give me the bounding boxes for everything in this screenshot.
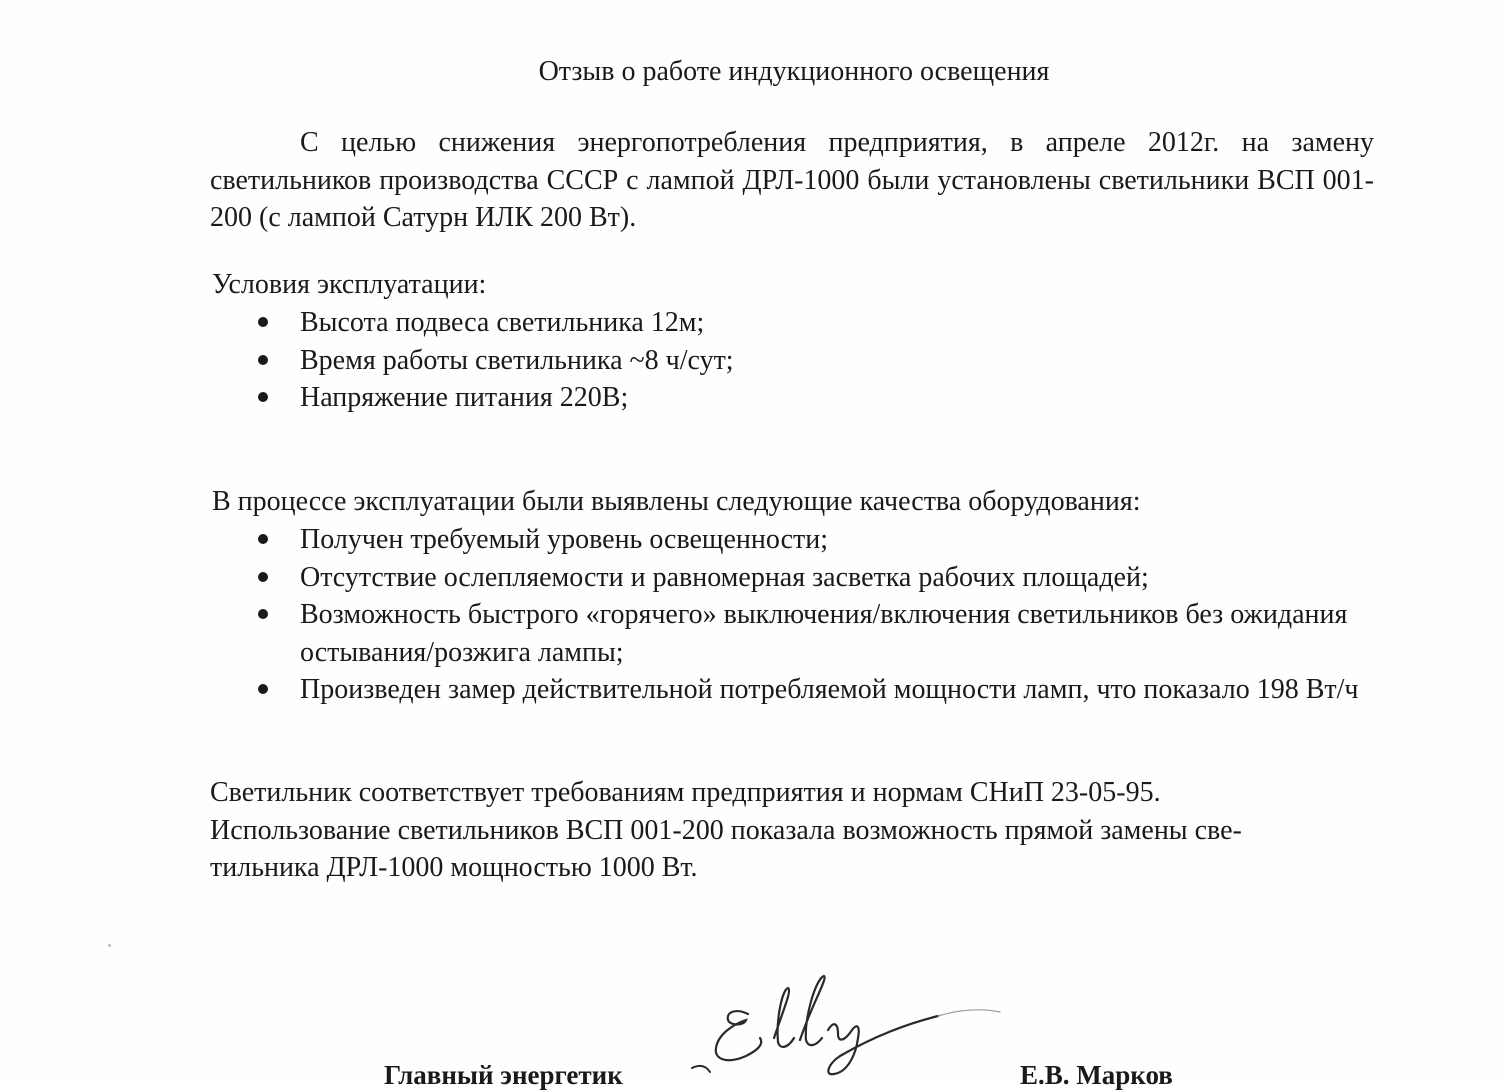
list-item bbox=[212, 304, 1372, 342]
scan-speck bbox=[108, 944, 111, 947]
intro-paragraph: С целью снижения энергопотребления предприятия, в апреле 2012г. на замену светильников производства СССР с лампой ДРЛ-1000 были установлены светильники ВСП 001-200 (с лампой Сатурн ИЛК 200 Вт). bbox=[210, 127, 1374, 233]
handwritten-signature bbox=[688, 968, 1008, 1080]
bullet-icon bbox=[258, 317, 268, 327]
conclusion-line: Светильник соответствует требованиям предприятия и нормам СНиП 23-05-95. bbox=[210, 777, 1161, 808]
list-item-text: Время работы светильника ~8 ч/сут; bbox=[300, 344, 734, 376]
list-item bbox=[212, 559, 1372, 597]
conditions-list bbox=[212, 304, 1372, 417]
bullet-icon bbox=[258, 534, 268, 544]
list-item bbox=[212, 596, 1372, 671]
list-item-text: Получен требуемый уровень освещенности; bbox=[300, 524, 829, 555]
qualities-list bbox=[212, 521, 1372, 709]
signer-name: Е.В. Марков bbox=[1020, 1060, 1173, 1090]
conditions-heading: Условия эксплуатации: bbox=[212, 269, 487, 300]
conclusion-paragraph bbox=[210, 774, 1355, 887]
bullet-icon bbox=[258, 609, 268, 619]
qualities-heading: В процессе эксплуатации были выявлены следующие качества оборудования: bbox=[212, 486, 1141, 517]
document-title: Отзыв о работе индукционного освещения bbox=[538, 56, 1050, 87]
list-item-text: Напряжение питания 220В; bbox=[300, 382, 629, 413]
conclusion-line: Использование светильников ВСП 001-200 показала возможность прямой замены све- bbox=[210, 814, 1242, 846]
bullet-icon bbox=[258, 684, 268, 694]
list-item-text: Возможность быстрого «горячего» выключения/включения светильников без ожидания остывания/розжига лампы; bbox=[300, 599, 1348, 668]
bullet-icon bbox=[258, 572, 268, 582]
list-item bbox=[212, 521, 1372, 559]
signer-position: Главный энергетик bbox=[384, 1060, 623, 1090]
list-item-text: Произведен замер действительной потребляемой мощности ламп, что показало 198 Вт/ч bbox=[300, 674, 1359, 705]
bullet-icon bbox=[258, 355, 268, 365]
list-item-text: Отсутствие ослепляемости и равномерная засветка рабочих площадей; bbox=[300, 561, 1149, 593]
bullet-icon bbox=[258, 392, 268, 402]
conclusion-line: тильника ДРЛ-1000 мощностью 1000 Вт. bbox=[210, 852, 698, 883]
list-item-text: Высота подвеса светильника 12м; bbox=[300, 307, 705, 338]
list-item bbox=[212, 379, 1372, 417]
list-item bbox=[212, 342, 1372, 380]
list-item bbox=[212, 671, 1372, 709]
